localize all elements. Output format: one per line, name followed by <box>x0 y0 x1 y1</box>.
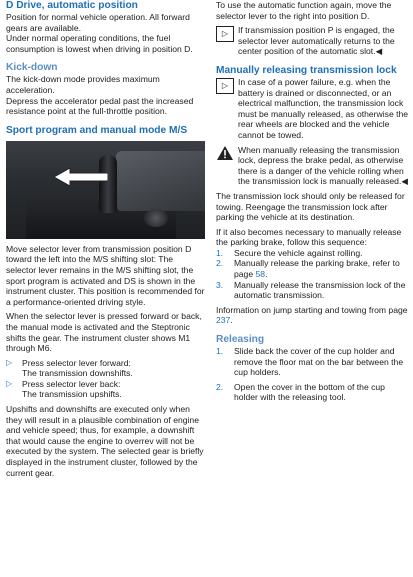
bullet-forward-result: The transmission downshifts. <box>22 368 133 379</box>
sport-p2: When the selector lever is pressed forward or back, the manual mode is activated and the Steptronic shifts the gear. The instrument cluster shows M1 through M6. <box>6 311 202 354</box>
step-text: Manually release the transmission lock of the automatic transmission. <box>234 279 406 301</box>
bullet-back-result: The transmission upshifts. <box>22 389 122 400</box>
warning-block <box>216 145 409 187</box>
kickdown-p2: Depress the accelerator pedal past the increased resistance point at the full-throttle position. <box>6 95 194 117</box>
step-text: Secure the vehicle against rolling. <box>234 247 363 258</box>
step-number: 2. <box>216 381 224 392</box>
manual-p1: The transmission lock should only be released for towing. Reengage the transmission lock after parking the vehicle at its destination. <box>216 190 405 223</box>
end-mark: ◀ <box>401 176 408 187</box>
arrow-left-icon <box>54 168 108 186</box>
note-arrow-icon: ▷ <box>216 78 234 94</box>
selector-lever-photo <box>6 141 205 239</box>
note-power-failure-text: In case of a power failure, e.g. when the battery is drained or disconnected, or an electrical malfunction, the transmission lock must be manually released, as otherwise the rear wheels are blocked and the vehicle cannot be towed. <box>238 76 409 140</box>
releasing-step-2 <box>216 382 409 403</box>
warning-text: When manually releasing the transmission lock, depress the brake pedal, as otherwise there is a danger of the vehicle rolling when the transmission lock is manually released. <box>238 144 404 187</box>
manual-step-1 <box>216 248 409 259</box>
bullet-back-label: Press selector lever back: <box>22 378 121 389</box>
sport-heading: Sport program and manual mode M/S <box>6 124 188 136</box>
step-number: 1. <box>216 346 224 357</box>
note-p-position <box>216 25 409 57</box>
controller-knob <box>144 209 168 227</box>
triangle-bullet-icon: ▷ <box>6 378 13 388</box>
note-p-text: If transmission position P is engaged, the selector lever automatically returns to the center position of the automatic slot. <box>238 25 395 57</box>
manual-p3-text: Information on jump starting and towing from page <box>216 304 408 315</box>
manual-step-2: 2. Manually release the parking brake, refer to page 58. <box>216 258 400 280</box>
note-power-failure <box>216 77 409 141</box>
page-link-237[interactable]: 237 <box>216 315 231 326</box>
releasing-heading: Releasing <box>216 334 265 346</box>
manual-heading: Manually releasing transmission lock <box>216 64 397 76</box>
right-column: To use the automatic function again, move the selector lever to the right into position D. ▷ If transmission position P is engaged, the selector lever automatically returns to the center position of the automatic slot.◀ Manually releasing transmission lock ▷ In case of a power failure, e.g. when the battery is drained or disconnected, or an electrical malfunction, the transmission lock must be manually released, as otherwise the rear wheels are blocked and the vehicle cannot be towed. When manually releasing the transmission lock, depress the brake pedal, as otherwise there is a danger of the vehicle rolling when the transmission lock is manually released.◀ The transmission lock should only be released for towing. Reengage the transmission lock after parking the vehicle at its destination. If it also becomes necessary to manually release the parking brake, follow this sequence: 1. Secure the vehicle against rolling. 2. Manually release the parking brake, refer to page 58. 3. Manually release the transmission lock of the automatic transmission. Information on jump starting and towing from page 237. Releasing 1. Slide back the cover of the cup holder and remove the floor mat on the bar between the cup holders. 2. Open the cover in the bottom of the cup holder with the releasing tool. <box>216 0 409 403</box>
left-column <box>6 0 205 478</box>
releasing-step-1 <box>216 346 409 378</box>
page-link-58[interactable]: 58 <box>255 269 266 280</box>
manual-step-3 <box>216 280 409 301</box>
step-text: Open the cover in the bottom of the cup holder with the releasing tool. <box>234 381 385 403</box>
kickdown-p1: The kick-down mode provides maximum acceleration. <box>6 74 160 95</box>
bullet-forward <box>6 358 205 379</box>
step-text: Slide back the cover of the cup holder and remove the floor mat on the bar between the cup holders. <box>234 346 404 378</box>
step-number: 1. <box>216 247 224 258</box>
d-drive-p2: Under normal operating conditions, the fuel consumption is lowest when driving in position D. <box>6 33 193 54</box>
intro-text: To use the automatic function again, move the selector lever to the right into position D. <box>216 0 392 21</box>
manual-p2: If it also becomes necessary to manually release the parking brake, follow this sequence: <box>216 226 402 248</box>
warning-icon <box>216 145 234 161</box>
note-arrow-icon: ▷ <box>216 26 234 42</box>
d-drive-p1: Position for normal vehicle operation. All forward gears are available. <box>6 12 190 33</box>
sport-p1: Move selector lever from transmission position D toward the left into the M/S shifting slot: The selector lever remains in the M/S shifting slot, the sport program is activated and DS is shown in the instrument cluster. This position is recommended for a performance-oriented driving style. <box>6 243 205 307</box>
d-drive-heading: D Drive, automatic position <box>6 0 138 11</box>
triangle-bullet-icon: ▷ <box>6 357 13 367</box>
bullet-back <box>6 379 205 400</box>
end-mark: ◀ <box>375 46 383 57</box>
bullet-forward-label: Press selector lever forward: <box>22 357 131 368</box>
kickdown-heading: Kick-down <box>6 62 58 74</box>
step-number: 2. <box>216 258 224 269</box>
step-text: Manually release the parking brake, refer to page <box>234 258 400 280</box>
step-number: 3. <box>216 279 224 290</box>
sport-p3: Upshifts and downshifts are executed only when they will result in a plausible combination of engine and vehicle speed; thus, for example, a downshift that would cause the engine to overrev will not be executed by the system. The selected gear is briefly displayed in the instrument cluster, followed by the current gear. <box>6 404 204 478</box>
